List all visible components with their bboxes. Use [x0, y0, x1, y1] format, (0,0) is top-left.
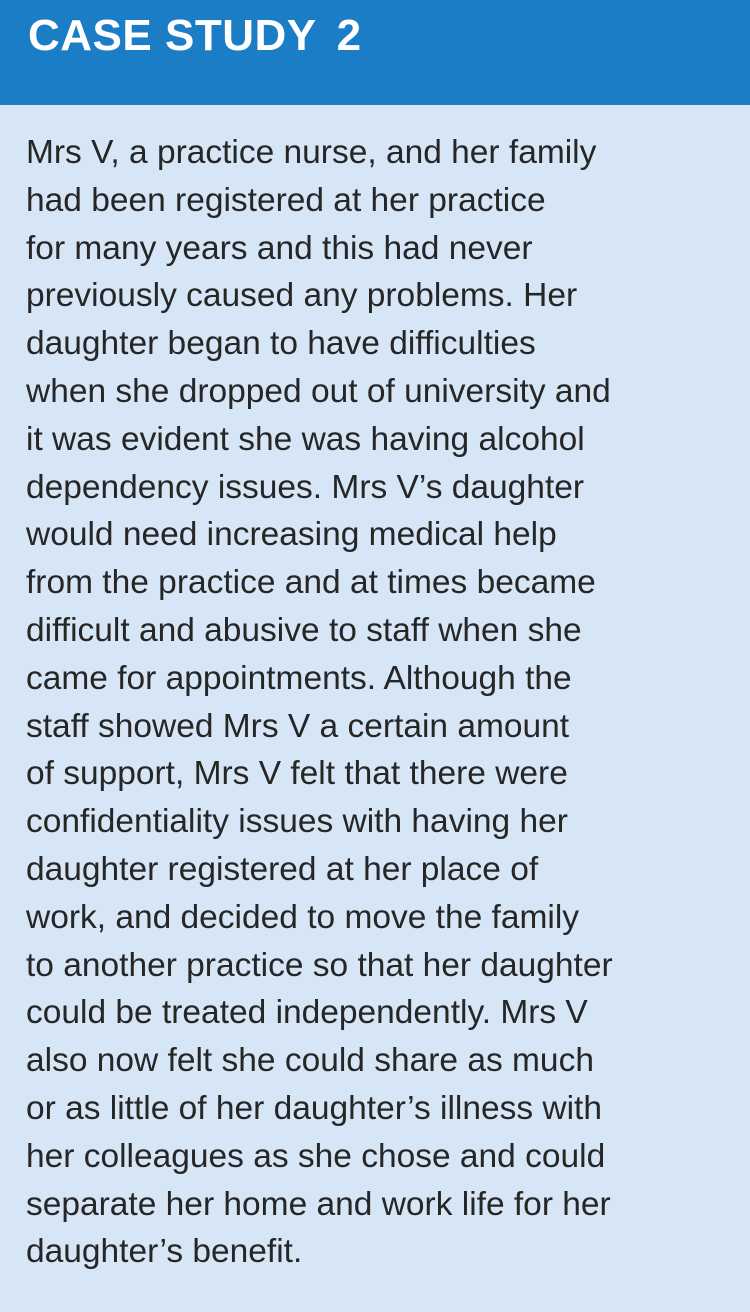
body-line: her colleagues as she chose and could	[26, 1137, 606, 1175]
body-line: daughter’s benefit.	[26, 1233, 303, 1271]
body-line: it was evident she was having alcohol	[26, 420, 585, 458]
case-study-title: CASE STUDY	[28, 11, 317, 60]
body-line: Mrs V, a practice nurse, and her family	[26, 134, 597, 171]
body-line: separate her home and work life for her	[26, 1185, 611, 1223]
body-line: or as little of her daughter’s illness with	[26, 1089, 602, 1127]
body-line: dependency issues. Mrs V’s daughter	[26, 468, 585, 506]
body-line: had been registered at her practice	[26, 181, 546, 219]
body-line: would need increasing medical help	[26, 516, 557, 554]
body-line: came for appointments. Although the	[26, 659, 572, 697]
body-line: confidentiality issues with having her	[26, 803, 568, 841]
case-study-body	[0, 129, 750, 1276]
body-line: to another practice so that her daughter	[26, 946, 613, 984]
body-line: difficult and abusive to staff when she	[26, 611, 582, 649]
body-line: daughter registered at her place of	[26, 850, 539, 888]
body-line: daughter began to have difficulties	[26, 325, 536, 363]
body-line: work, and decided to move the family	[26, 898, 580, 936]
body-line: when she dropped out of university and	[26, 372, 611, 410]
body-line: could be treated independently. Mrs V	[26, 994, 588, 1032]
case-study-header	[0, 0, 750, 105]
body-line: of support, Mrs V felt that there were	[26, 755, 568, 793]
body-line: staff showed Mrs V a certain amount	[26, 707, 570, 745]
body-line: for many years and this had never	[26, 229, 533, 267]
body-line: also now felt she could share as much	[26, 1042, 594, 1080]
body-line: from the practice and at times became	[26, 564, 596, 602]
body-line: previously caused any problems. Her	[26, 277, 578, 315]
case-study-number: 2	[336, 11, 362, 60]
